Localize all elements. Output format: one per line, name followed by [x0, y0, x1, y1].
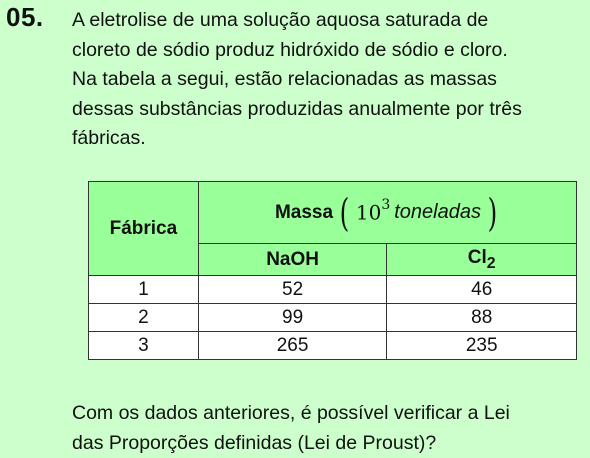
cl2-cell: 88	[387, 304, 577, 332]
statement-line: A eletrolise de uma solução aquosa saturada de	[72, 9, 489, 31]
cl-symbol: Cl	[467, 246, 487, 268]
cl2-cell: 46	[387, 276, 577, 304]
naoh-cell: 99	[198, 304, 387, 332]
table-row	[89, 304, 577, 332]
cl2-cell: 235	[387, 332, 577, 360]
statement-line: dessas substâncias produzidas anualmente por três	[72, 97, 522, 120]
paren-open: (	[339, 190, 350, 235]
header-cl2	[387, 244, 577, 276]
header-naoh: NaOH	[198, 244, 387, 276]
factory-cell: 1	[89, 276, 199, 304]
naoh-cell: 52	[198, 276, 387, 304]
question-statement	[72, 6, 582, 154]
mass-unit-word: toneladas	[394, 201, 481, 223]
header-mass	[198, 182, 576, 244]
prompt-line: Com os dados anteriores, é possível verificar a Lei	[72, 402, 510, 424]
statement-line: fábricas.	[72, 127, 146, 149]
factory-cell: 3	[89, 332, 199, 360]
cl-subscript: 2	[486, 254, 496, 272]
question-prompt	[72, 399, 582, 458]
mass-table	[88, 181, 577, 360]
statement-line: cloreto de sódio produz hidróxido de sódio e cloro.	[72, 38, 508, 61]
header-factory: Fábrica	[89, 182, 199, 276]
mass-unit-exponent: 3	[381, 197, 391, 214]
table-row	[89, 276, 577, 304]
mass-unit-base: 10	[355, 200, 382, 225]
naoh-cell: 265	[198, 332, 387, 360]
paren-close: )	[487, 190, 498, 235]
mass-unit-power	[355, 197, 391, 225]
factory-cell: 2	[89, 304, 199, 332]
table-row	[89, 332, 577, 360]
statement-line: Na tabela a segui, estão relacionadas as massas	[72, 68, 497, 90]
question-number: 05.	[6, 2, 44, 32]
prompt-line: das Proporções definidas (Lei de Proust)?	[72, 431, 437, 454]
mass-label: Massa	[274, 201, 334, 223]
